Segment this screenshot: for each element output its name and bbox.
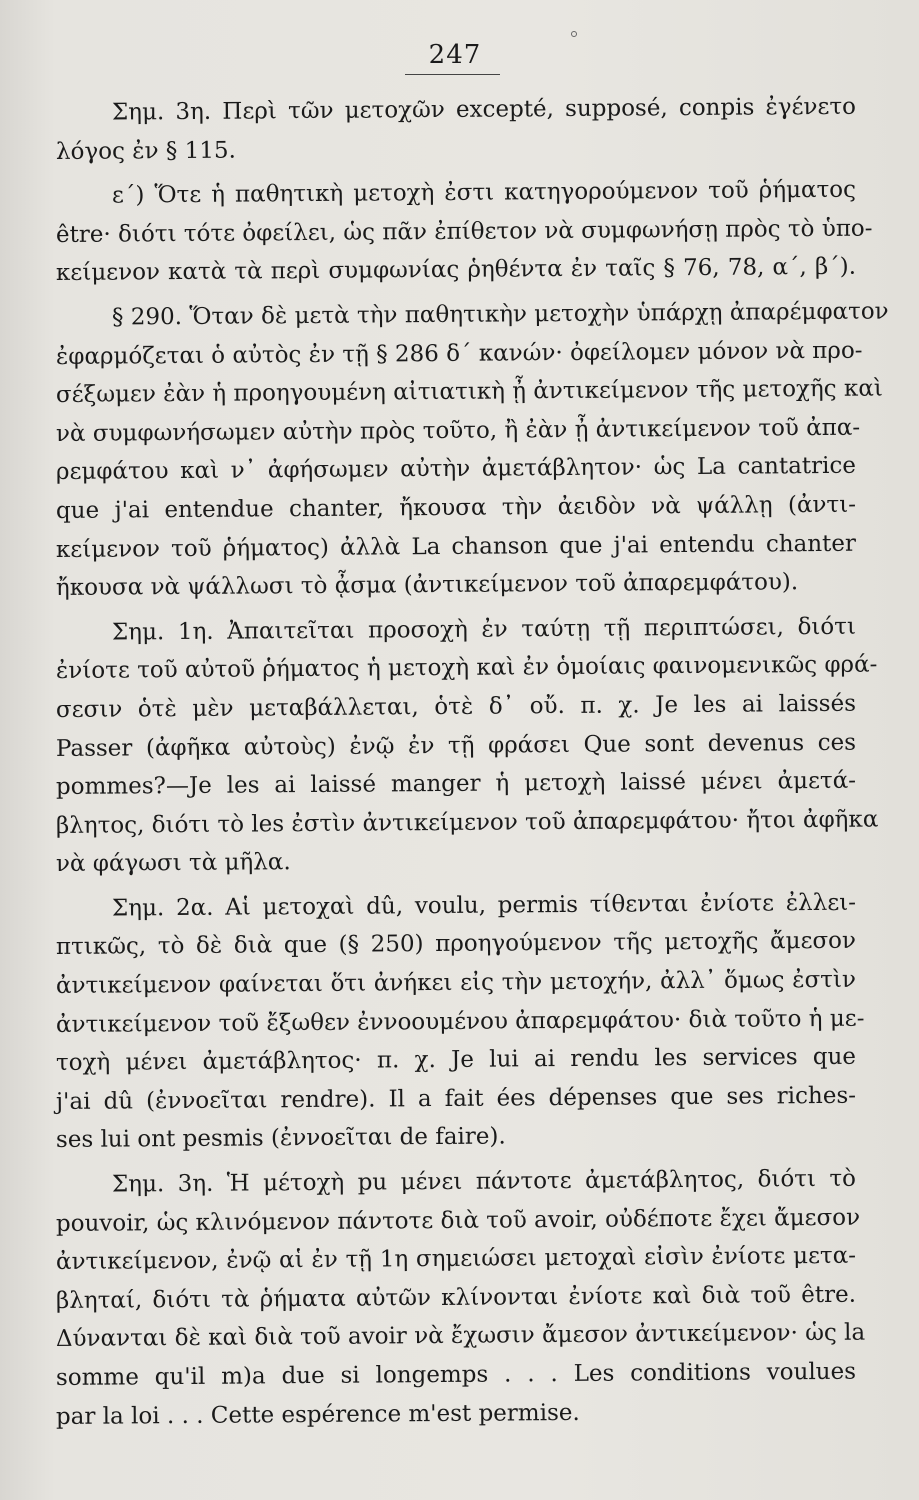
text-line: somme qu'il m)a due si longemps . . . Les conditions voulues: [55, 1358, 857, 1391]
text-line: Σημ. 1η. Ἀπαιτεῖται προσοχὴ ἐν ταύτῃ τῇ περιπτώσει, διότι: [111, 613, 857, 646]
text-line: Σημ. 3η. Ἡ μέτοχὴ pu μένει πάντοτε ἀμετάβλητος, διότι τὸ: [111, 1165, 857, 1198]
text-line: ε΄) Ὅτε ἡ παθητικὴ μετοχὴ ἐστι κατηγορούμενον τοῦ ῥήματος: [111, 176, 857, 209]
text-line: Σημ. 3η. Περὶ τῶν μετοχῶν excepté, supposé, conpis ἐγένετο: [111, 93, 857, 126]
text-line: Passer (ἀφῆκα αὐτοὺς) ἐνῷ ἐν τῇ φράσει Que sont devenus ces: [55, 729, 857, 762]
text-line: ἀντικείμενον, ἐνῷ αἱ ἐν τῇ 1η σημειώσει μετοχαὶ εἰσὶν ἐνίοτε μετα-: [55, 1242, 857, 1276]
text-line: σέξωμεν ἐὰν ἡ προηγουμένη αἰτιατικὴ ᾖ ἀντικείμενον τῆς μετοχῆς καὶ: [55, 375, 883, 409]
text-line: ἤκουσα νὰ ψάλλωσι τὸ ᾆσμα (ἀντικείμενον τοῦ ἀπαρεμφάτου).: [55, 569, 799, 602]
body-text: [55, 93, 889, 1436]
text-line: ἀντικείμενον φαίνεται ὅτι ἀνήκει εἰς τὴν μετοχήν, ἀλλ᾽ ὅμως ἐστὶν: [55, 966, 857, 1000]
page-number: 247: [428, 40, 482, 70]
text-line: βλητος, διότι τὸ les ἐστὶν ἀντικείμενον τοῦ ἀπαρεμφάτου· ἤτοι ἀφῆκα: [55, 806, 879, 839]
text-line: par la loi . . . Cette espérence m'est permise.: [55, 1399, 580, 1430]
text-line: j'ai dû (ἐννοεῖται rendre). Il a fait ées dépenses que ses riches-: [55, 1082, 857, 1115]
text-line: ἐφαρμόζεται ὁ αὐτὸς ἐν τῇ § 286 δ΄ κανών· ὀφείλομεν μόνον νὰ προ-: [55, 337, 863, 370]
text-line: ρεμφάτου καὶ ν᾽ ἀφήσωμεν αὐτὴν ἀμετάβλητον· ὡς La cantatrice: [55, 453, 857, 486]
text-line: ἐνίοτε τοῦ αὐτοῦ ῥήματος ἡ μετοχὴ καὶ ἐν ὁμοίαις φαινομενικῶς φρά-: [55, 651, 878, 685]
text-line: πτικῶς, τὸ δὲ διὰ que (§ 250) προηγούμενον τῆς μετοχῆς ἄμεσον: [55, 928, 857, 961]
page-number-rule: [405, 74, 500, 75]
text-line: § 290. Ὅταν δὲ μετὰ τὴν παθητικὴν μετοχὴν ὑπάρχῃ ἀπαρέμφατον: [111, 298, 889, 331]
text-line: κείμενον κατὰ τὰ περὶ συμφωνίας ῥηθέντα ἐν ταῖς § 76, 78, α΄, β΄).: [55, 254, 857, 287]
text-line: τοχὴ μένει ἀμετάβλητος· π. χ. Je lui ai rendu les services que: [55, 1043, 857, 1077]
text-line: λόγος ἐν § 115.: [55, 137, 236, 165]
text-line: pommes?—Je les ai laissé manger ἡ μετοχὴ laissé μένει ἀμετά-: [55, 767, 857, 801]
text-line: νὰ συμφωνήσωμεν αὐτὴν πρὸς τοῦτο, ἢ ἐὰν ᾖ ἀντικείμενον τοῦ ἀπα-: [55, 414, 861, 447]
paper-speck: [571, 31, 577, 37]
text-line: σεσιν ὁτὲ μὲν μεταβάλλεται, ὁτὲ δ᾽ οὔ. π. χ. Je les ai laissés: [55, 690, 857, 723]
text-line: βληταί, διότι τὰ ῥήματα αὐτῶν κλίνονται ἐνίοτε καὶ διὰ τοῦ être.: [55, 1281, 857, 1314]
text-line: que j'ai entendue chanter, ἤκουσα τὴν ἀειδὸν νὰ ψάλλῃ (ἀντι-: [55, 491, 857, 524]
text-line: Σημ. 2α. Αἱ μετοχαὶ dû, voulu, permis τίθενται ἐνίοτε ἐλλει-: [111, 889, 857, 922]
text-line: νὰ φάγωσι τὰ μῆλα.: [55, 849, 291, 878]
text-line: ἀντικείμενον τοῦ ἔξωθεν ἐννοουμένου ἀπαρεμφάτου· διὰ τοῦτο ἡ με-: [55, 1005, 865, 1038]
text-line: κείμενον τοῦ ῥήματος) ἀλλὰ La chanson que j'ai entendu chanter: [55, 530, 857, 563]
text-line: ses lui ont pesmis (ἐννοεῖται de faire).: [55, 1123, 506, 1154]
text-line: Δύνανται δὲ καὶ διὰ τοῦ avoir νὰ ἔχωσιν ἄμεσον ἀντικείμενον· ὡς la: [55, 1320, 866, 1353]
text-line: pouvoir, ὡς κλινόμενον πάντοτε διὰ τοῦ avoir, οὐδέποτε ἔχει ἄμεσον: [55, 1204, 861, 1237]
text-line: être· διότι τότε ὀφείλει, ὡς πᾶν ἐπίθετον νὰ συμφωνήσῃ πρὸς τὸ ὑπο-: [55, 215, 873, 248]
